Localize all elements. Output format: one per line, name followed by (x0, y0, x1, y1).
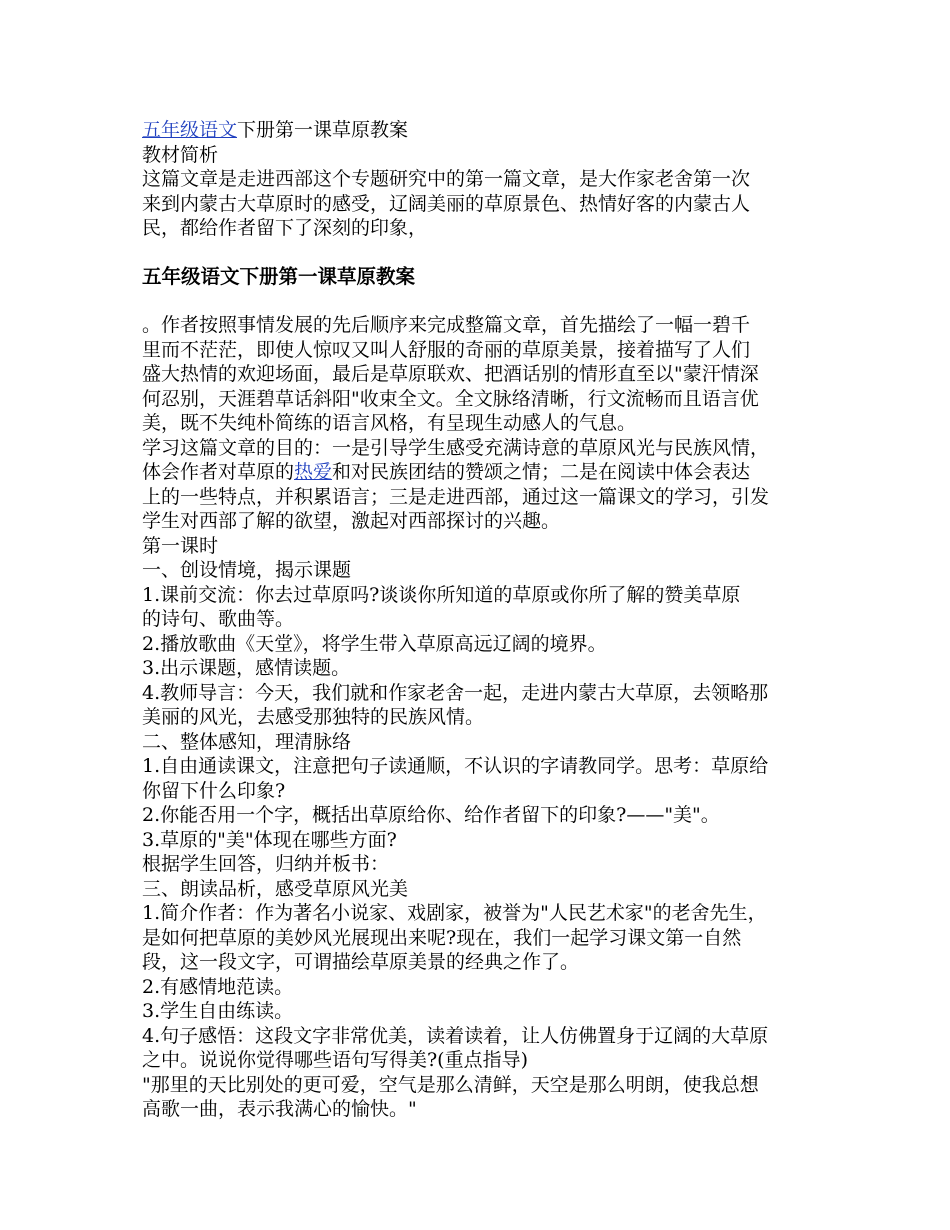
body-line: 4.教师导言：今天，我们就和作家老舍一起，走进内蒙古大草原，去领略那 (142, 681, 769, 704)
step-heading: 二、整体感知，理清脉络 (142, 730, 352, 753)
body-line: 上的一些特点，并积累语言；三是走进西部，通过这一篇课文的学习，引发 (142, 485, 770, 508)
body-line: 里而不茫茫，即使人惊叹又叫人舒服的奇丽的草原美景，接着描写了人们 (142, 338, 751, 361)
body-line: 4.句子感悟：这段文字非常优美，读着读着，让人仿佛置身于辽阔的大草原 (142, 1024, 769, 1047)
section-heading: 五年级语文下册第一课草原教案 (142, 264, 416, 288)
body-line: 段，这一段文字，可谓描绘草原美景的经典之作了。 (142, 951, 580, 973)
body-line: 2.有感情地范读。 (142, 975, 294, 998)
body-line: 1.课前交流：你去过草原吗?谈谈你所知道的草原或你所了解的赞美草原 (142, 583, 741, 606)
body-line: 3.学生自由练读。 (142, 1000, 294, 1022)
body-line: 2.你能否用一个字，概括出草原给你、给作者留下的印象?——"美"。 (142, 804, 720, 826)
link-line-after: 和对民族团结的赞颂之情；二是在阅读中体会表达 (332, 461, 751, 483)
body-line: 美丽的风光，去感受那独特的民族风情。 (142, 706, 485, 728)
title-rest: 下册第一课草原教案 (237, 119, 409, 141)
body-line-with-link (142, 460, 822, 485)
body-line: 你留下什么印象? (142, 779, 286, 802)
intro-line: 教材简析 (142, 143, 219, 166)
body-line: 的诗句、歌曲等。 (142, 608, 295, 630)
body-line: 根据学生回答，归纳并板书： (142, 853, 390, 875)
link-line-before: 体会作者对草原的 (142, 461, 295, 483)
step-heading: 三、朗读品析，感受草原风光美 (142, 877, 409, 900)
body-line: 美，既不失纯朴简练的语言风格，有呈现生动感人的气息。 (142, 412, 637, 434)
body-line: "那里的天比别处的更可爱，空气是那么清鲜，天空是那么明朗，使我总想 (142, 1073, 759, 1096)
body-line: 是如何把草原的美妙风光展现出来呢?现在，我们一起学习课文第一自然 (142, 926, 742, 949)
body-line: 之中。说说你觉得哪些语句写得美?(重点指导) (142, 1049, 529, 1071)
body-line: 1.自由通读课文，注意把句子读通顺，不认识的字请教同学。思考：草原给 (142, 755, 769, 777)
love-link[interactable]: 热爱 (294, 461, 333, 483)
body-line: 2.播放歌曲《天堂》，将学生带入草原高远辽阔的境界。 (142, 632, 607, 655)
body-line: 学生对西部了解的欲望，激起对西部探讨的兴趣。 (142, 510, 561, 532)
body-line: 学习这篇文章的目的：一是引导学生感受充满诗意的草原风光与民族风情， (142, 436, 770, 459)
document-title (142, 118, 822, 143)
body-line: 。作者按照事情发展的先后顺序来完成整篇文章，首先描绘了一幅一碧千 (142, 314, 751, 336)
body-line: 高歌一曲，表示我满心的愉快。" (142, 1098, 417, 1120)
intro-line: 民，都给作者留下了深刻的印象， (142, 217, 428, 239)
body-line: 1.简介作者：作为著名小说家、戏剧家，被誉为"人民艺术家"的老舍先生， (142, 902, 767, 924)
intro-line: 这篇文章是走进西部这个专题研究中的第一篇文章，是大作家老舍第一次 (142, 168, 751, 190)
body-line: 3.出示课题，感情读题。 (142, 657, 351, 679)
body-line: 3.草原的"美"体现在哪些方面? (142, 828, 397, 851)
body-section (142, 313, 822, 1122)
intro-line: 来到内蒙古大草原时的感受，辽阔美丽的草原景色、热情好客的内蒙古人 (142, 192, 751, 215)
body-line: 盛大热情的欢迎场面，最后是草原联欢、把酒话别的情形直至以"蒙汗情深 (142, 363, 759, 385)
body-line: 何忍别，天涯碧草话斜阳"收束全文。全文脉络清晰，行文流畅而且语言优 (142, 387, 759, 410)
title-link[interactable]: 五年级语文 (142, 119, 238, 141)
document-page (142, 118, 822, 1122)
intro-section (142, 143, 822, 241)
lesson-heading: 第一课时 (142, 534, 219, 557)
step-heading: 一、创设情境，揭示课题 (142, 559, 352, 581)
